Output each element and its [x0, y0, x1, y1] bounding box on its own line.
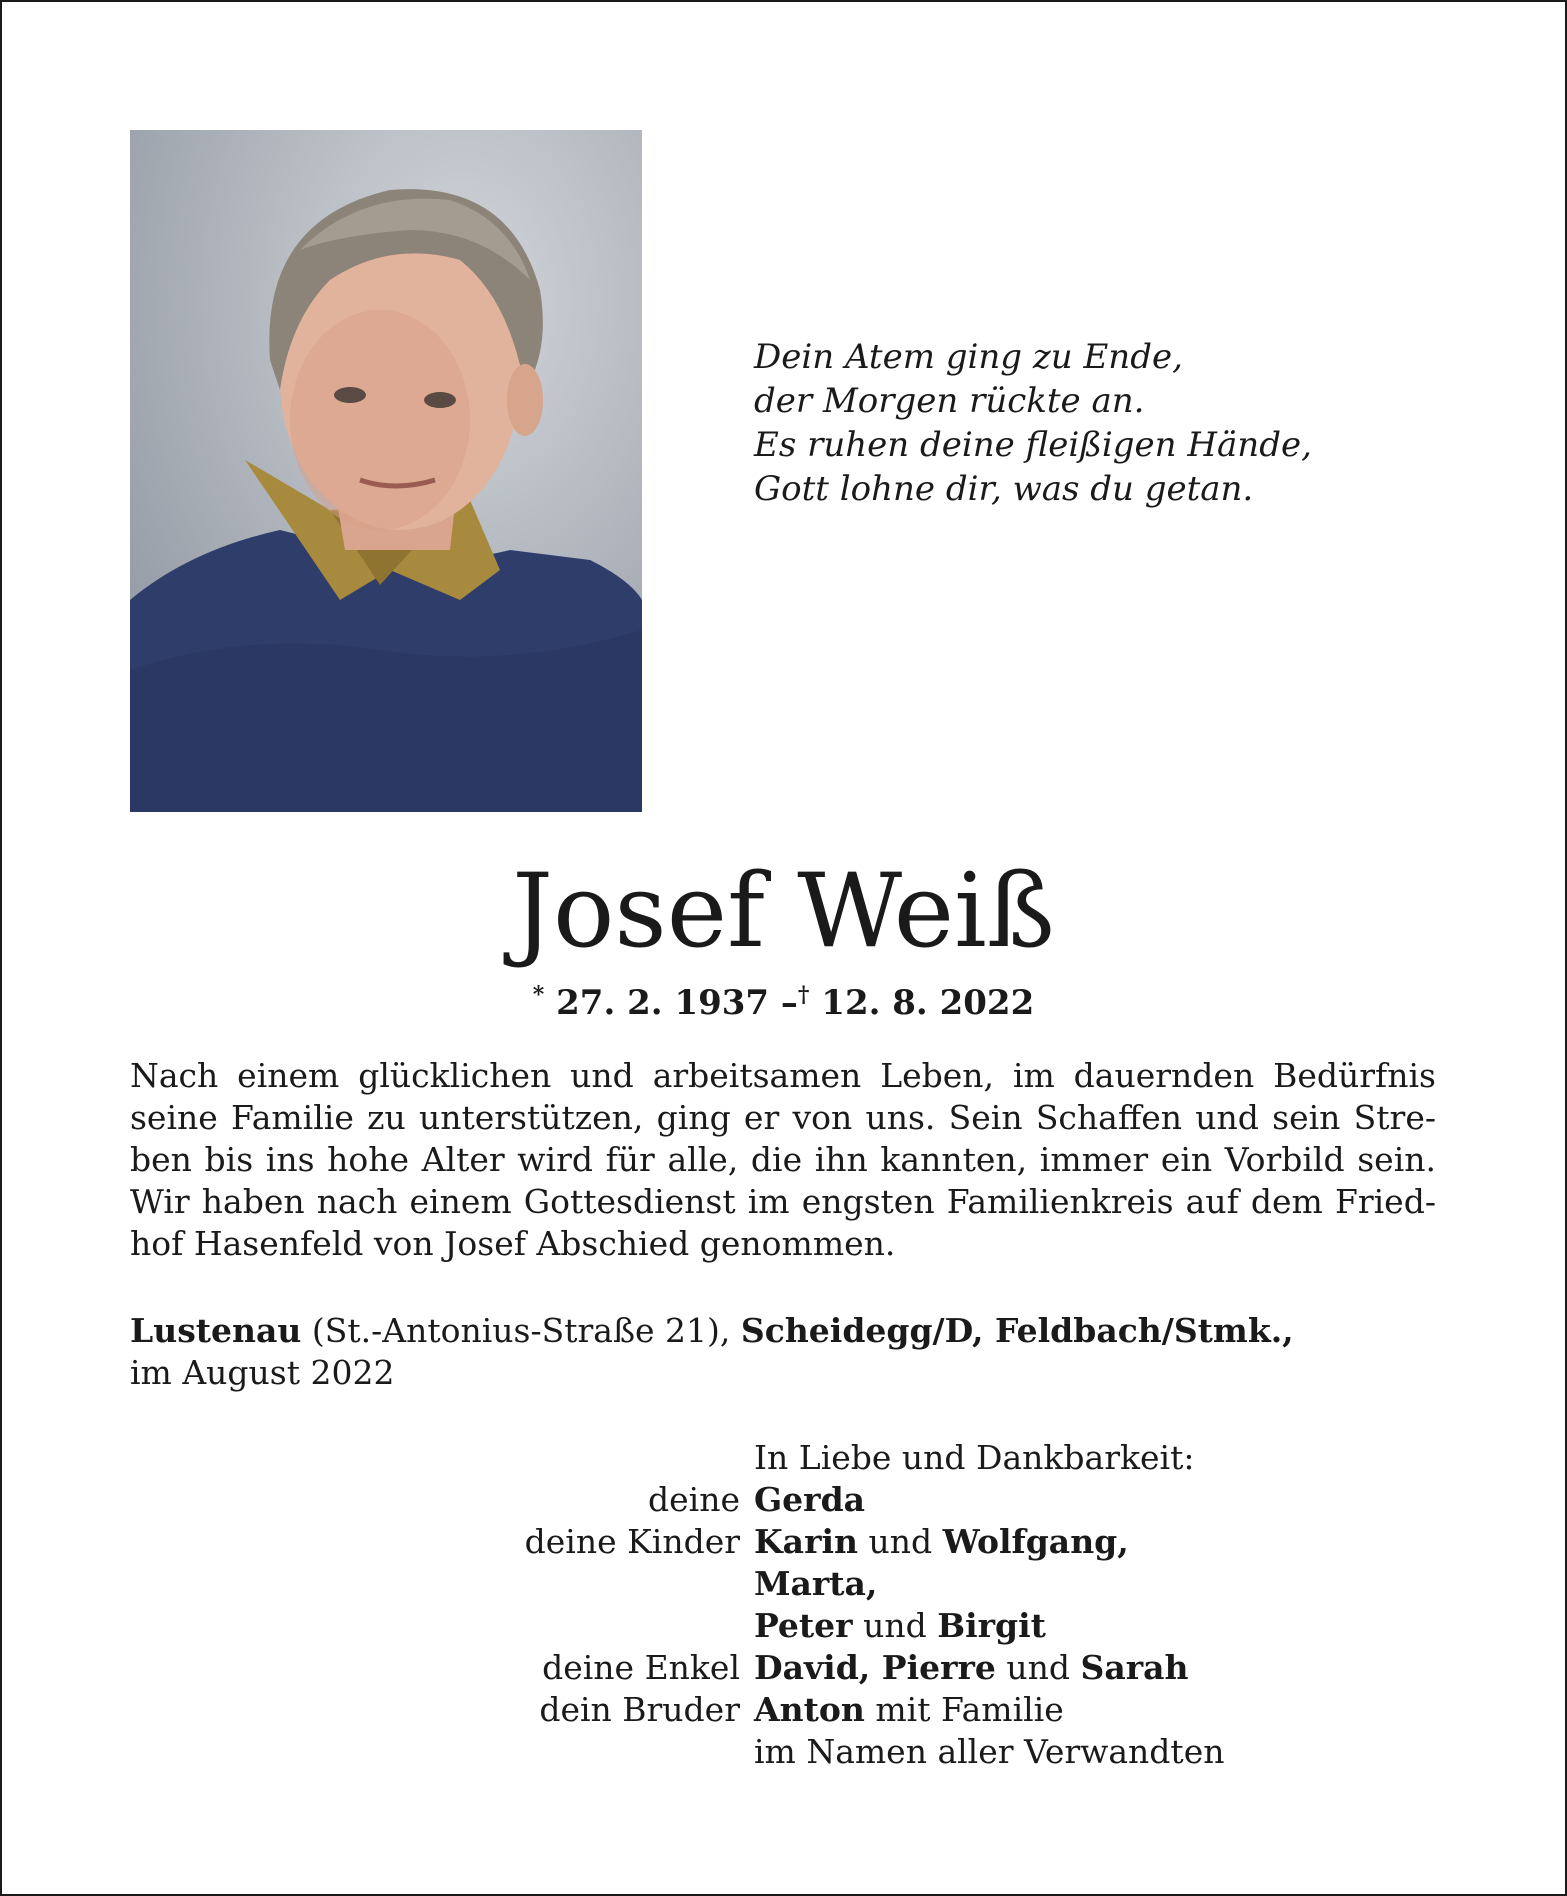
- text-line: hof Hasenfeld von Josef Abschied genommen.: [130, 1224, 896, 1263]
- mourner-name: Anton: [754, 1690, 865, 1729]
- mourner-suffix: mit Familie: [875, 1690, 1064, 1729]
- mourner-name: Marta,: [754, 1564, 878, 1603]
- mourner-name: Birgit: [937, 1606, 1046, 1645]
- town: Lustenau: [130, 1311, 302, 1350]
- birth-symbol: *: [532, 982, 545, 1008]
- other-places: Scheidegg/D, Feldbach/Stmk.,: [740, 1311, 1294, 1350]
- mourner-name: Sarah: [1080, 1648, 1189, 1687]
- mourner-name: David, Pierre: [754, 1648, 996, 1687]
- text-line: seine Familie zu unterstützen, ging er von uns. Sein Schaffen und sein Stre-: [130, 1098, 1436, 1137]
- text-line: Wir haben nach einem Gottesdienst im engsten Familienkreis auf dem Fried-: [130, 1182, 1436, 1221]
- text-line: ben bis ins hohe Alter wird für alle, die ihn kannten, immer ein Vorbild sein.: [130, 1140, 1436, 1179]
- closing-line: im Namen aller Verwandten: [754, 1732, 1225, 1771]
- obituary-text: [130, 1055, 1436, 1265]
- mourners-intro: In Liebe und Dankbarkeit:: [754, 1438, 1195, 1477]
- date-dash: –: [780, 983, 798, 1023]
- address: (St.-Antonius-Straße 21),: [311, 1311, 731, 1350]
- conjunction: und: [1006, 1648, 1071, 1687]
- relation-label: deine Enkel: [542, 1648, 740, 1687]
- relation-label: deine: [648, 1480, 740, 1519]
- deceased-name: Josef Weiß: [512, 852, 1055, 971]
- date-line: im August 2022: [130, 1353, 395, 1392]
- birth-date: 27. 2. 1937: [556, 983, 770, 1023]
- poem-line: Gott lohne dir, was du getan.: [754, 469, 1254, 509]
- place-and-date: [130, 1310, 1294, 1394]
- death-symbol: †: [797, 982, 810, 1008]
- relation-label: dein Bruder: [539, 1690, 740, 1729]
- conjunction: und: [868, 1522, 933, 1561]
- portrait-photo: [130, 130, 642, 812]
- poem-line: der Morgen rückte an.: [754, 381, 1145, 421]
- mourners-list: [0, 1437, 1567, 1773]
- poem-line: Es ruhen deine fleißigen Hände,: [754, 425, 1312, 465]
- mourner-name: Gerda: [754, 1480, 866, 1519]
- conjunction: und: [863, 1606, 927, 1645]
- poem-line: Dein Atem ging zu Ende,: [754, 337, 1183, 377]
- poem: [754, 335, 1312, 511]
- mourner-name: Peter: [754, 1606, 853, 1645]
- mourner-name: Wolfgang,: [942, 1522, 1129, 1561]
- mourner-name: Karin: [754, 1522, 858, 1561]
- life-dates: [0, 970, 1567, 1028]
- text-line: Nach einem glücklichen und arbeitsamen Leben, im dauernden Bedürfnis: [130, 1056, 1436, 1095]
- relation-label: deine Kinder: [524, 1522, 740, 1561]
- death-date: 12. 8. 2022: [821, 983, 1035, 1023]
